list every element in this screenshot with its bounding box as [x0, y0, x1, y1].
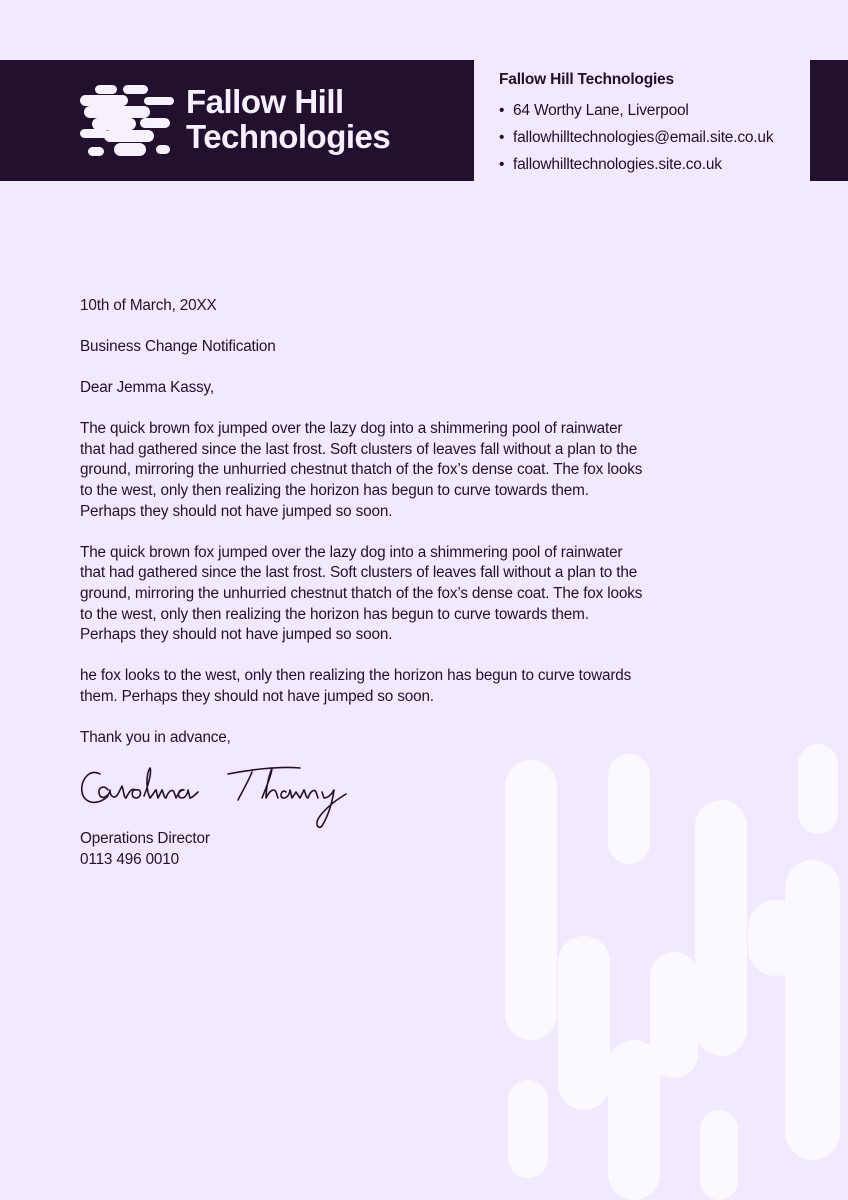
company-name-line-2: Technologies	[186, 118, 391, 155]
signer-block	[80, 828, 210, 870]
data-stream-logo-icon	[80, 85, 176, 157]
company-logo-wordmark	[186, 84, 466, 154]
company-name-line-1: Fallow Hill	[186, 83, 344, 120]
contact-list	[499, 97, 804, 178]
letter-subject: Business Change Notification	[80, 338, 276, 356]
contact-website: • fallowhilltechnologies.site.co.uk	[499, 151, 804, 178]
letter-body	[80, 296, 646, 769]
letter-closing: Thank you in advance,	[80, 728, 231, 746]
handwritten-signature	[78, 760, 368, 834]
contact-company-name: Fallow Hill Technologies	[499, 71, 674, 88]
contact-email: • fallowhilltechnologies@email.site.co.uk	[499, 124, 804, 151]
letter-salutation: Dear Jemma Kassy,	[80, 379, 215, 397]
decorative-pill-shapes	[500, 740, 848, 1200]
header-right-accent	[810, 60, 848, 181]
signer-title: Operations Director	[80, 830, 210, 847]
letter-date: 10th of March, 20XX	[80, 297, 217, 314]
letter-paragraph: he fox looks to the west, only then realizing the horizon has begun to curve towards them. Perhaps they should not have jumped so soon.	[80, 667, 632, 705]
letter-paragraph: The quick brown fox jumped over the lazy dog into a shimmering pool of rainwater that had gathered since the last frost. Soft clusters of leaves fall without a plan to the ground, mirroring the unhurried chestnut thatch of the fox’s dense coat. The fox looks to the west, only then realizing the horizon has begun to curve towards them. Perhaps they should not have jumped so soon.	[80, 543, 643, 644]
signer-phone: 0113 496 0010	[80, 851, 179, 868]
letter-paragraph: The quick brown fox jumped over the lazy dog into a shimmering pool of rainwater that had gathered since the last frost. Soft clusters of leaves fall without a plan to the ground, mirroring the unhurried chestnut thatch of the fox’s dense coat. The fox looks to the west, only then realizing the horizon has begun to curve towards them. Perhaps they should not have jumped so soon.	[80, 420, 643, 520]
contact-block	[499, 70, 804, 178]
contact-address: • 64 Worthy Lane, Liverpool	[499, 97, 804, 124]
